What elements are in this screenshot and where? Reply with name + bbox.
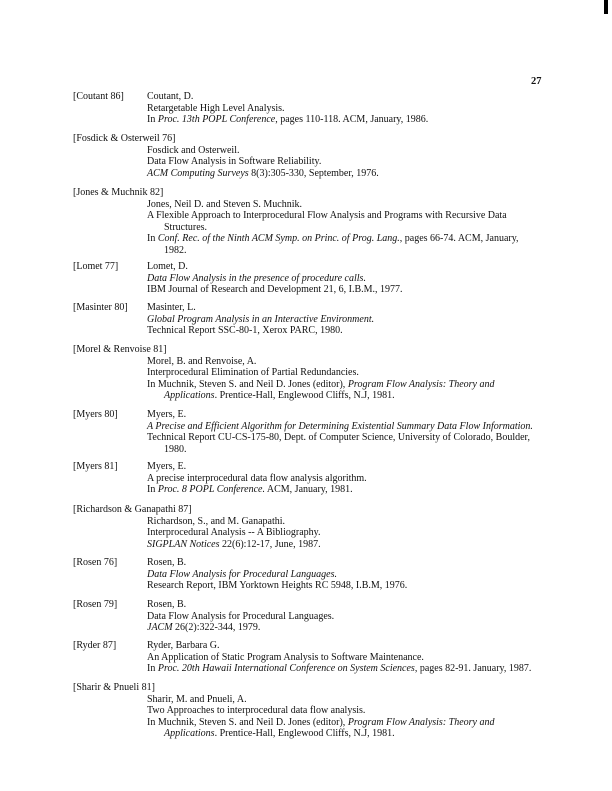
text: Richardson, S., and M. Ganapathi. — [147, 515, 286, 527]
reference-line — [147, 314, 374, 326]
text: Lomet, D. — [147, 261, 188, 272]
reference-key: [Richardson & Ganapathi 87] — [73, 504, 192, 515]
text: ACM, January, 1981. — [264, 484, 353, 495]
text: A precise interprocedural data flow analysis algorithm. — [147, 472, 367, 484]
reference-line — [147, 640, 531, 652]
reference-body — [147, 461, 367, 496]
text: , pages 82-91. January, 1987. — [414, 663, 532, 674]
reference-body — [147, 261, 403, 296]
reference-body — [147, 557, 407, 592]
text: . Prentice-Hall, Englewood Cliffs, N.J, 1981. — [214, 728, 395, 740]
text: , pages 66-74. ACM, January, — [399, 233, 519, 245]
reference-line — [147, 302, 374, 314]
text: Research Report, IBM Yorktown Heights RC 5948, I.B.M, 1976. — [147, 580, 408, 591]
italic-text: SIGPLAN Notices — [147, 538, 220, 550]
reference-line — [147, 599, 334, 611]
reference-line — [147, 444, 533, 456]
reference-body — [147, 694, 494, 740]
reference-line — [147, 652, 531, 664]
text: Jones, Neil D. and Steven S. Muchnik. — [147, 198, 302, 210]
reference-line — [147, 390, 494, 402]
reference-key: [Jones & Muchnik 82] — [73, 187, 164, 198]
text: Masinter, L. — [147, 302, 196, 313]
italic-text: Proc. 13th POPL Conference — [157, 114, 276, 125]
reference-line — [147, 569, 407, 581]
text: Rosen, B. — [147, 599, 187, 610]
italic-text: Applications — [164, 390, 215, 402]
reference-line — [147, 273, 403, 285]
reference-line — [147, 145, 379, 157]
reference-body — [147, 599, 334, 634]
italic-text: Proc. 20th Hawaii International Conference on System Sciences — [157, 663, 415, 674]
text: Data Flow Analysis in Software Reliability. — [147, 156, 322, 168]
reference-line — [147, 356, 494, 368]
text: Retargetable High Level Analysis. — [147, 102, 285, 114]
italic-text: ACM Computing Surveys — [147, 167, 249, 179]
reference-key: [Fosdick & Osterweil 76] — [73, 133, 176, 144]
text: . Prentice-Hall, Englewood Cliffs, N.J, 1981. — [214, 390, 395, 402]
text: Technical Report SSC-80-1, Xerox PARC, 1980. — [147, 325, 343, 336]
reference-line — [147, 694, 494, 706]
reference-key: [Sharir & Pnueli 81] — [73, 682, 155, 693]
reference-key: [Rosen 79] — [73, 599, 118, 610]
text: 1982. — [164, 244, 187, 256]
text: Coutant, D. — [147, 91, 194, 102]
text: Data Flow Analysis for Procedural Languages. — [147, 610, 335, 622]
reference-line — [147, 611, 334, 623]
reference-key: [Ryder 87] — [73, 640, 117, 651]
reference-line — [147, 580, 407, 592]
italic-text: Applications — [164, 728, 215, 740]
reference-line — [147, 379, 494, 391]
reference-body — [147, 145, 379, 180]
reference-line — [147, 484, 367, 496]
text: 1980. — [164, 443, 187, 455]
reference-line — [147, 114, 428, 126]
italic-text: A Precise and Efficient Algorithm for Determining Existential Summary Data Flow Information. — [147, 420, 533, 432]
text: Myers, E. — [147, 409, 187, 420]
text: In — [147, 484, 158, 495]
reference-line — [147, 91, 428, 103]
reference-line — [147, 622, 334, 634]
italic-text: Data Flow Analysis in the presence of procedure calls. — [147, 272, 366, 284]
text: Morel, B. and Renvoise, A. — [147, 355, 257, 367]
text: Structures. — [164, 221, 208, 233]
text: Interprocedural Elimination of Partial Redundancies. — [147, 367, 359, 379]
reference-line — [147, 473, 367, 485]
text: Rosen, B. — [147, 557, 187, 568]
text: Technical Report CU-CS-175-80, Dept. of Computer Science, University of Colorado, Boulder, — [147, 432, 530, 443]
reference-body — [147, 640, 531, 675]
text: 22(6):12-17, June, 1987. — [219, 538, 321, 550]
reference-key: [Morel & Renvoise 81] — [73, 344, 167, 355]
reference-line — [147, 284, 403, 296]
reference-line — [147, 156, 379, 168]
reference-key: [Myers 81] — [73, 461, 118, 472]
italic-text: Proc. 8 POPL Conference. — [157, 484, 265, 495]
reference-line — [147, 222, 519, 234]
reference-body — [147, 91, 428, 126]
italic-text: JACM — [147, 622, 173, 633]
reference-line — [147, 663, 531, 675]
reference-key: [Lomet 77] — [73, 261, 119, 272]
reference-line — [147, 325, 374, 337]
reference-line — [147, 103, 428, 115]
reference-line — [147, 168, 379, 180]
reference-body — [147, 302, 374, 337]
page-number: 27 — [531, 76, 542, 87]
scan-edge-mark — [604, 0, 608, 14]
reference-body — [147, 516, 321, 551]
reference-key: [Myers 80] — [73, 409, 118, 420]
reference-line — [147, 539, 321, 551]
reference-line — [147, 432, 533, 444]
reference-line — [147, 461, 367, 473]
text: IBM Journal of Research and Development 21, 6, I.B.M., 1977. — [147, 284, 403, 295]
text: A Flexible Approach to Interprocedural Flow Analysis and Programs with Recursive Data — [147, 210, 507, 222]
reference-line — [147, 409, 533, 421]
italic-text: Data Flow Analysis for Procedural Languages. — [147, 568, 337, 580]
text: Interprocedural Analysis -- A Bibliography. — [147, 527, 321, 539]
reference-body — [147, 199, 519, 257]
reference-line — [147, 527, 321, 539]
reference-line — [147, 705, 494, 717]
reference-key: [Masinter 80] — [73, 302, 128, 313]
reference-line — [147, 261, 403, 273]
italic-text: Program Flow Analysis: Theory and — [347, 716, 495, 728]
reference-line — [147, 717, 494, 729]
text: In Muchnik, Steven S. and Neil D. Jones (editor), — [147, 378, 348, 390]
reference-body — [147, 356, 494, 402]
text: In — [147, 233, 158, 245]
reference-line — [147, 210, 519, 222]
text: Ryder, Barbara G. — [147, 640, 220, 651]
text: An Application of Static Program Analysis to Software Maintenance. — [147, 651, 424, 663]
reference-key: [Rosen 76] — [73, 557, 118, 568]
italic-text: Global Program Analysis in an Interactive Environment. — [147, 313, 375, 325]
reference-line — [147, 728, 494, 740]
text: Sharir, M. and Pnueli, A. — [147, 693, 247, 705]
reference-line — [147, 245, 519, 257]
text: Myers, E. — [147, 461, 187, 472]
reference-line — [147, 199, 519, 211]
text: In Muchnik, Steven S. and Neil D. Jones (editor), — [147, 716, 348, 728]
reference-body — [147, 409, 533, 455]
reference-line — [147, 557, 407, 569]
italic-text: Program Flow Analysis: Theory and — [347, 378, 495, 390]
text: 26(2):322-344, 1979. — [172, 622, 261, 633]
reference-line — [147, 421, 533, 433]
text: Fosdick and Osterweil. — [147, 144, 240, 156]
reference-line — [147, 516, 321, 528]
text: In — [147, 663, 158, 674]
text: 8(3):305-330, September, 1976. — [248, 167, 379, 179]
reference-line — [147, 367, 494, 379]
italic-text: Conf. Rec. of the Ninth ACM Symp. on Princ. of Prog. Lang. — [157, 233, 400, 245]
text: Two Approaches to interprocedural data flow analysis. — [147, 705, 366, 717]
text: , pages 110-118. ACM, January, 1986. — [275, 114, 429, 125]
text: In — [147, 114, 158, 125]
reference-line — [147, 233, 519, 245]
reference-key: [Coutant 86] — [73, 91, 124, 102]
